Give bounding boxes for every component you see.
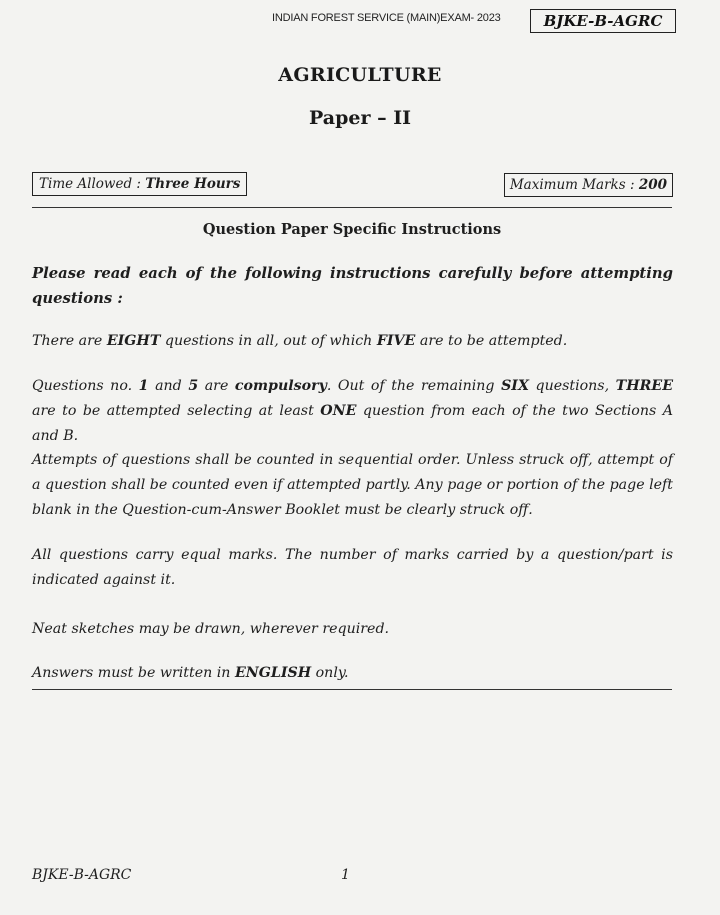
paper-title: Paper – II — [309, 107, 411, 129]
text-run: Questions no. — [32, 378, 139, 394]
emphasis-text: ENGLISH — [234, 665, 312, 681]
text-run: Answers must be written in — [32, 665, 235, 681]
text-run: only. — [311, 665, 349, 681]
time-label: Time Allowed : — [39, 176, 146, 192]
top-divider — [32, 207, 672, 208]
instructions-lead: Please read each of the following instructions carefully before attempting questions : — [32, 265, 673, 307]
text-run: There are — [32, 333, 107, 349]
text-run: are — [198, 378, 235, 394]
emphasis-text: 1 — [138, 378, 149, 394]
marks-label: Maximum Marks : — [509, 177, 639, 193]
instruction-sketches: Neat sketches may be drawn, wherever required. — [32, 621, 390, 637]
instruction-compulsory — [32, 374, 673, 449]
time-allowed-box — [32, 172, 247, 196]
emphasis-text: SIX — [501, 378, 529, 394]
subject-title: AGRICULTURE — [278, 64, 442, 86]
maximum-marks-box — [504, 173, 673, 197]
page-number: 1 — [341, 867, 350, 883]
text-run: and — [148, 378, 189, 394]
text-run: questions, — [528, 378, 616, 394]
instruction-attempt-order: Attempts of questions shall be counted in sequential order. Unless struck off, attempt of a question shall be counted even if attempted partly. Any page or portion of the page left blank in the Question-cum-Answer Booklet must be clearly struck off. — [32, 452, 673, 518]
bottom-divider — [32, 689, 672, 690]
exam-name-header: INDIAN FOREST SERVICE (MAIN)EXAM- 2023 — [272, 12, 501, 24]
marks-value: 200 — [638, 177, 667, 193]
emphasis-text: 5 — [188, 378, 199, 394]
text-run: are to be attempted. — [415, 333, 568, 349]
paper-code-box: BJKE-B-AGRC — [530, 9, 676, 33]
text-run: question from each of the two Sections A and B. — [32, 403, 673, 444]
text-run: are to be attempted selecting at least — [32, 403, 321, 419]
footer-paper-code: BJKE-B-AGRC — [32, 867, 132, 883]
text-run: . Out of the remaining — [326, 378, 502, 394]
emphasis-text: FIVE — [376, 333, 416, 349]
instruction-marks: All questions carry equal marks. The number of marks carried by a question/part is indicated against it. — [32, 547, 673, 588]
emphasis-text: compulsory — [234, 378, 327, 394]
emphasis-text: ONE — [320, 403, 357, 419]
emphasis-text: THREE — [615, 378, 674, 394]
instructions-heading: Question Paper Specific Instructions — [202, 221, 502, 238]
emphasis-text: EIGHT — [106, 333, 161, 349]
text-run: questions in all, out of which — [160, 333, 377, 349]
time-value: Three Hours — [145, 176, 241, 192]
instruction-question-count — [32, 329, 673, 354]
instruction-language — [32, 661, 673, 686]
